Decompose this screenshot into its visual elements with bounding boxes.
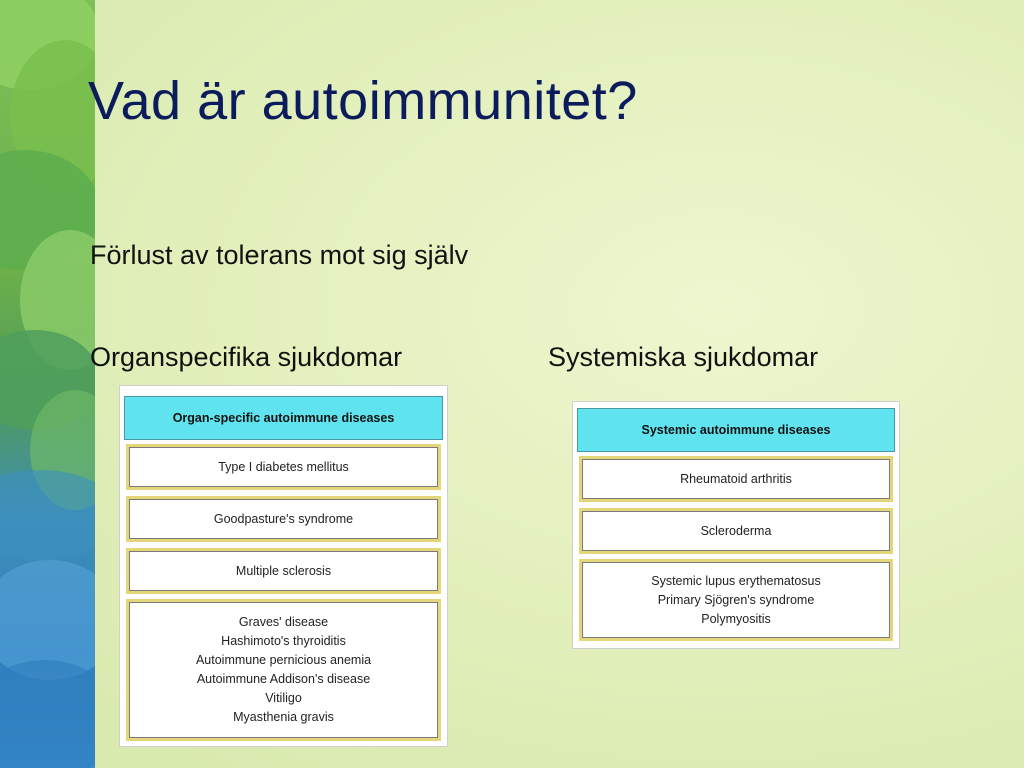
disease-name: Vitiligo <box>265 691 302 705</box>
disease-name: Polymyositis <box>701 611 771 626</box>
systemic-heading: Systemiska sjukdomar <box>548 342 819 372</box>
disease-name: Type I diabetes mellitus <box>218 459 349 474</box>
systemic-disease-box <box>579 508 893 554</box>
disease-name: Multiple sclerosis <box>235 563 332 578</box>
systemic-diseases-panel <box>572 401 900 649</box>
disease-name: Graves' disease <box>238 615 329 629</box>
disease-name: Hashimoto's thyroiditis <box>221 634 346 648</box>
disease-name: Primary Sjögren's syndrome <box>657 592 815 607</box>
organ-disease-box <box>126 496 441 542</box>
organ-disease-box <box>126 548 441 594</box>
systemic-disease-list <box>582 511 890 551</box>
organ-disease-list <box>129 447 438 487</box>
organ-disease-list <box>129 499 438 539</box>
systemic-disease-list <box>582 562 890 638</box>
disease-name: Rheumatoid arthritis <box>680 471 792 486</box>
systemic-panel-header: Systemic autoimmune diseases <box>577 408 895 452</box>
slide-title: Vad är autoimmunitet? <box>88 71 638 131</box>
systemic-disease-box <box>579 559 893 641</box>
disease-name: Myasthenia gravis <box>233 710 334 724</box>
organ-disease-box <box>126 444 441 490</box>
systemic-disease-list <box>582 459 890 499</box>
organ-specific-diseases-panel <box>119 385 448 747</box>
organ-panel-header: Organ-specific autoimmune diseases <box>124 396 443 440</box>
organ-specific-heading: Organspecifika sjukdomar <box>90 342 403 372</box>
disease-name: Autoimmune pernicious anemia <box>195 653 372 667</box>
disease-name: Systemic lupus erythematosus <box>651 573 821 588</box>
systemic-disease-box <box>579 456 893 502</box>
slide-subtitle: Förlust av tolerans mot sig själv <box>90 240 469 270</box>
disease-name: Goodpasture's syndrome <box>213 511 354 526</box>
organ-disease-list <box>129 551 438 591</box>
disease-name: Autoimmune Addison's disease <box>196 672 371 686</box>
organ-disease-list <box>129 602 438 738</box>
organ-disease-box <box>126 599 441 741</box>
disease-name: Scleroderma <box>700 523 772 538</box>
decorative-leaf-strip <box>0 0 95 768</box>
